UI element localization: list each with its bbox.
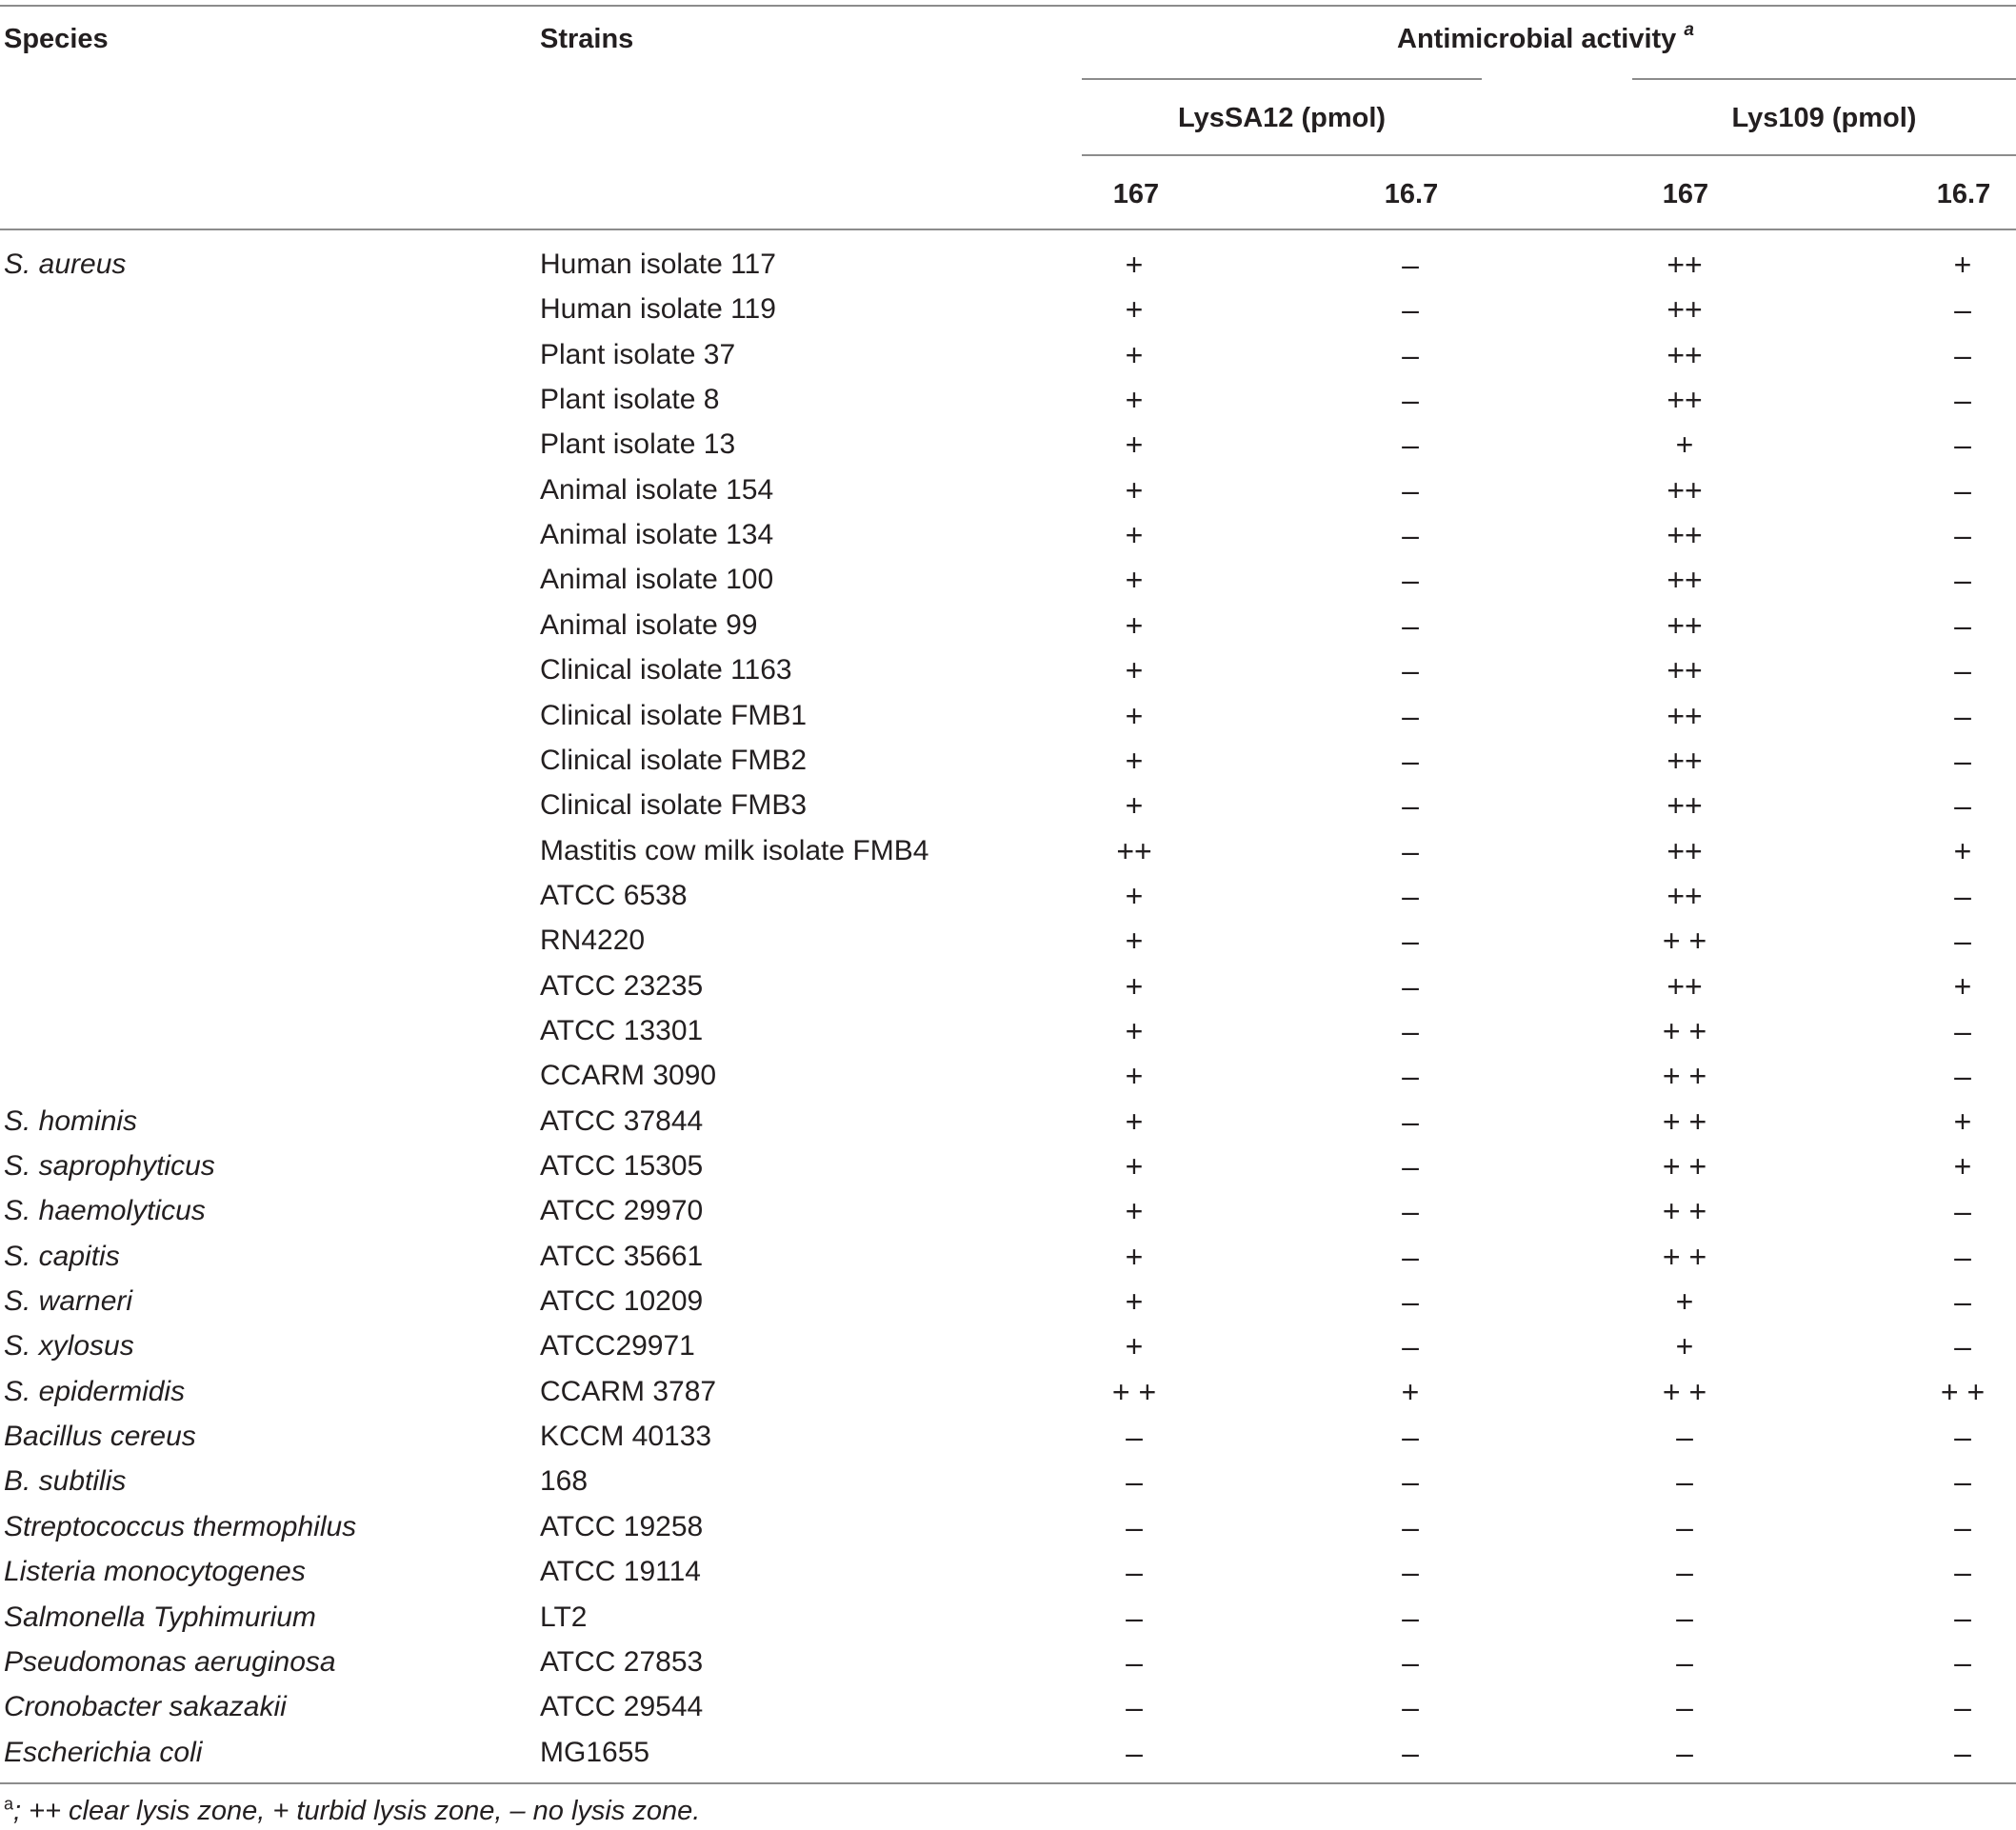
activity-cell: –: [1402, 1690, 1419, 1724]
header-dose-lys109-167: 167: [1662, 179, 1709, 209]
activity-cell: –: [1676, 1645, 1693, 1680]
species-cell: S. hominis: [4, 1105, 138, 1137]
activity-cell: +: [1953, 1149, 1972, 1184]
species-cell: S. epidermidis: [4, 1376, 186, 1407]
strain-cell: ATCC29971: [540, 1330, 695, 1362]
activity-cell: –: [1402, 1736, 1419, 1770]
activity-cell: +: [1953, 1104, 1972, 1139]
activity-cell: –: [1402, 248, 1419, 282]
strain-cell: Animal isolate 154: [540, 474, 774, 506]
strain-cell: Animal isolate 134: [540, 519, 774, 550]
activity-cell: –: [1954, 292, 1971, 327]
activity-cell: +: [1125, 428, 1144, 462]
activity-cell: –: [1954, 473, 1971, 507]
activity-cell: ++: [1667, 969, 1703, 1004]
sub-rule-doses: [1082, 154, 2016, 156]
activity-cell: –: [1402, 1014, 1419, 1048]
activity-cell: + +: [1662, 1014, 1707, 1048]
activity-cell: + +: [1662, 1059, 1707, 1093]
strain-cell: CCARM 3787: [540, 1376, 717, 1407]
activity-cell: –: [1954, 1284, 1971, 1319]
header-species: Species: [4, 24, 109, 54]
activity-cell: –: [1954, 1194, 1971, 1228]
activity-cell: –: [1954, 744, 1971, 778]
activity-cell: –: [1126, 1555, 1143, 1589]
activity-cell: –: [1954, 1510, 1971, 1544]
activity-cell: +: [1125, 338, 1144, 372]
activity-cell: +: [1953, 834, 1972, 868]
activity-cell: ++: [1667, 608, 1703, 643]
activity-cell: –: [1954, 1059, 1971, 1093]
activity-cell: –: [1676, 1690, 1693, 1724]
activity-cell: –: [1676, 1420, 1693, 1454]
strain-cell: LT2: [540, 1601, 588, 1633]
strain-cell: ATCC 19258: [540, 1511, 704, 1542]
activity-cell: –: [1126, 1645, 1143, 1680]
strain-cell: ATCC 23235: [540, 970, 704, 1002]
activity-cell: +: [1125, 653, 1144, 687]
strain-cell: Human isolate 119: [540, 293, 776, 325]
strain-cell: KCCM 40133: [540, 1421, 712, 1452]
activity-cell: +: [1125, 1059, 1144, 1093]
strain-cell: ATCC 27853: [540, 1646, 704, 1678]
activity-cell: –: [1954, 608, 1971, 643]
strain-cell: ATCC 10209: [540, 1285, 704, 1317]
activity-cell: –: [1402, 338, 1419, 372]
species-cell: Pseudomonas aeruginosa: [4, 1646, 336, 1678]
activity-cell: ++: [1667, 653, 1703, 687]
activity-cell: –: [1954, 1240, 1971, 1274]
activity-cell: –: [1126, 1464, 1143, 1499]
strain-cell: ATCC 29970: [540, 1195, 704, 1226]
activity-cell: –: [1676, 1464, 1693, 1499]
activity-cell: +: [1675, 1284, 1694, 1319]
activity-cell: –: [1402, 924, 1419, 958]
activity-cell: –: [1954, 1690, 1971, 1724]
activity-cell: ++: [1667, 292, 1703, 327]
activity-cell: –: [1954, 1601, 1971, 1635]
activity-cell: –: [1402, 1240, 1419, 1274]
strain-cell: MG1655: [540, 1737, 650, 1768]
strain-cell: Mastitis cow milk isolate FMB4: [540, 835, 929, 866]
activity-cell: +: [1675, 1329, 1694, 1363]
group-rule-lyssa12: [1082, 78, 1482, 80]
bottom-rule: [0, 1782, 2016, 1784]
species-cell: B. subtilis: [4, 1465, 127, 1497]
strain-cell: Clinical isolate FMB3: [540, 789, 808, 821]
activity-cell: –: [1676, 1736, 1693, 1770]
activity-cell: –: [1126, 1690, 1143, 1724]
activity-cell: –: [1402, 608, 1419, 643]
activity-cell: –: [1402, 563, 1419, 597]
activity-cell: + +: [1662, 1240, 1707, 1274]
activity-cell: –: [1126, 1420, 1143, 1454]
activity-cell: +: [1125, 699, 1144, 733]
species-cell: Streptococcus thermophilus: [4, 1511, 357, 1542]
activity-cell: +: [1401, 1375, 1420, 1409]
activity-cell: ++: [1667, 473, 1703, 507]
activity-cell: –: [1126, 1736, 1143, 1770]
activity-cell: + +: [1111, 1375, 1157, 1409]
activity-cell: –: [1402, 879, 1419, 913]
top-rule: [0, 5, 2016, 7]
activity-cell: ++: [1667, 788, 1703, 823]
strain-cell: Animal isolate 99: [540, 609, 758, 641]
activity-cell: +: [1125, 924, 1144, 958]
activity-cell: –: [1402, 1104, 1419, 1139]
activity-cell: ++: [1667, 383, 1703, 417]
activity-cell: –: [1402, 969, 1419, 1004]
strain-cell: Plant isolate 8: [540, 384, 720, 415]
header-activity-label: Antimicrobial activity: [1397, 24, 1677, 54]
species-cell: Escherichia coli: [4, 1737, 203, 1768]
activity-cell: + +: [1940, 1375, 1986, 1409]
species-cell: Listeria monocytogenes: [4, 1556, 306, 1587]
activity-cell: +: [1125, 1104, 1144, 1139]
activity-cell: –: [1402, 1194, 1419, 1228]
activity-cell: +: [1125, 383, 1144, 417]
species-cell: S. xylosus: [4, 1330, 134, 1362]
activity-cell: ++: [1667, 879, 1703, 913]
activity-cell: –: [1402, 1329, 1419, 1363]
header-group-lyssa12: LysSA12 (pmol): [1177, 103, 1387, 133]
activity-cell: –: [1954, 1464, 1971, 1499]
strain-cell: Plant isolate 37: [540, 339, 736, 370]
activity-cell: +: [1125, 788, 1144, 823]
activity-cell: + +: [1662, 1104, 1707, 1139]
activity-cell: –: [1402, 1464, 1419, 1499]
activity-cell: –: [1954, 699, 1971, 733]
activity-cell: –: [1954, 428, 1971, 462]
activity-cell: –: [1402, 1555, 1419, 1589]
group-rule-lys109: [1632, 78, 2016, 80]
activity-cell: +: [1125, 1240, 1144, 1274]
activity-cell: –: [1402, 292, 1419, 327]
activity-cell: –: [1402, 788, 1419, 823]
table-footnote: [4, 1793, 700, 1829]
activity-cell: +: [1125, 473, 1144, 507]
activity-cell: ++: [1667, 338, 1703, 372]
activity-cell: +: [1675, 428, 1694, 462]
species-cell: Bacillus cereus: [4, 1421, 196, 1452]
strain-cell: ATCC 37844: [540, 1105, 704, 1137]
strain-cell: Clinical isolate FMB1: [540, 700, 808, 731]
strain-cell: RN4220: [540, 925, 646, 956]
header-dose-lys109-16-7: 16.7: [1936, 179, 1991, 209]
activity-cell: +: [1125, 563, 1144, 597]
activity-cell: –: [1954, 1645, 1971, 1680]
activity-cell: +: [1125, 1149, 1144, 1184]
activity-cell: +: [1125, 518, 1144, 552]
header-group-lys109: Lys109 (pmol): [1731, 103, 1917, 133]
activity-cell: –: [1954, 1736, 1971, 1770]
strain-cell: ATCC 6538: [540, 880, 688, 911]
activity-cell: –: [1402, 473, 1419, 507]
species-cell: S. aureus: [4, 249, 127, 280]
activity-cell: ++: [1116, 834, 1152, 868]
footnote-marker-superscript: a: [4, 1794, 14, 1814]
header-dose-lyssa12-16-7: 16.7: [1384, 179, 1439, 209]
species-cell: S. warneri: [4, 1285, 133, 1317]
strain-cell: ATCC 19114: [540, 1556, 701, 1587]
activity-cell: ++: [1667, 518, 1703, 552]
footnote-marker: a: [1684, 20, 1694, 41]
activity-cell: ++: [1667, 834, 1703, 868]
activity-cell: ++: [1667, 563, 1703, 597]
species-cell: S. saprophyticus: [4, 1150, 215, 1182]
activity-cell: +: [1953, 969, 1972, 1004]
activity-cell: –: [1402, 1645, 1419, 1680]
strain-cell: ATCC 15305: [540, 1150, 704, 1182]
strain-cell: Plant isolate 13: [540, 428, 736, 460]
strain-cell: ATCC 29544: [540, 1691, 704, 1722]
activity-cell: + +: [1662, 924, 1707, 958]
activity-cell: +: [1125, 879, 1144, 913]
activity-cell: –: [1954, 653, 1971, 687]
activity-cell: +: [1125, 248, 1144, 282]
activity-cell: ++: [1667, 744, 1703, 778]
activity-cell: –: [1954, 1420, 1971, 1454]
activity-cell: –: [1954, 788, 1971, 823]
activity-cell: +: [1125, 292, 1144, 327]
strain-cell: ATCC 13301: [540, 1015, 704, 1046]
activity-cell: + +: [1662, 1194, 1707, 1228]
activity-cell: –: [1954, 563, 1971, 597]
strain-cell: 168: [540, 1465, 589, 1497]
activity-cell: –: [1676, 1510, 1693, 1544]
activity-cell: –: [1402, 428, 1419, 462]
activity-cell: +: [1125, 1014, 1144, 1048]
activity-cell: –: [1954, 1555, 1971, 1589]
header-strains: Strains: [540, 24, 634, 54]
activity-cell: –: [1402, 1601, 1419, 1635]
activity-cell: –: [1402, 1059, 1419, 1093]
activity-cell: –: [1402, 699, 1419, 733]
activity-cell: –: [1402, 383, 1419, 417]
activity-cell: –: [1402, 1284, 1419, 1319]
activity-cell: + +: [1662, 1149, 1707, 1184]
species-cell: S. capitis: [4, 1241, 120, 1272]
strain-cell: ATCC 35661: [540, 1241, 704, 1272]
strain-cell: Human isolate 117: [540, 249, 776, 280]
activity-cell: +: [1125, 1329, 1144, 1363]
strain-cell: Clinical isolate 1163: [540, 654, 792, 686]
activity-cell: –: [1126, 1510, 1143, 1544]
header-bottom-rule: [0, 229, 2016, 230]
strain-cell: Clinical isolate FMB2: [540, 745, 808, 776]
species-cell: Salmonella Typhimurium: [4, 1601, 316, 1633]
activity-cell: –: [1954, 383, 1971, 417]
species-cell: S. haemolyticus: [4, 1195, 206, 1226]
activity-cell: –: [1402, 1510, 1419, 1544]
activity-cell: +: [1125, 608, 1144, 643]
activity-cell: –: [1954, 518, 1971, 552]
header-antimicrobial-activity: [1397, 20, 1694, 58]
species-cell: Cronobacter sakazakii: [4, 1691, 287, 1722]
strain-cell: Animal isolate 100: [540, 564, 774, 595]
activity-cell: –: [1402, 744, 1419, 778]
activity-cell: + +: [1662, 1375, 1707, 1409]
activity-cell: –: [1954, 879, 1971, 913]
activity-cell: +: [1125, 1194, 1144, 1228]
activity-cell: –: [1402, 518, 1419, 552]
activity-cell: –: [1954, 338, 1971, 372]
strain-cell: CCARM 3090: [540, 1060, 717, 1091]
activity-cell: –: [1402, 653, 1419, 687]
footnote-text: ; ++ clear lysis zone, + turbid lysis zone, – no lysis zone.: [13, 1796, 701, 1826]
activity-cell: –: [1954, 1329, 1971, 1363]
activity-cell: +: [1953, 248, 1972, 282]
activity-cell: –: [1676, 1601, 1693, 1635]
activity-cell: –: [1676, 1555, 1693, 1589]
header-dose-lyssa12-167: 167: [1112, 179, 1160, 209]
activity-cell: –: [1126, 1601, 1143, 1635]
activity-cell: +: [1125, 969, 1144, 1004]
activity-cell: –: [1402, 834, 1419, 868]
activity-cell: –: [1954, 924, 1971, 958]
activity-cell: ++: [1667, 248, 1703, 282]
activity-cell: +: [1125, 1284, 1144, 1319]
activity-cell: –: [1402, 1149, 1419, 1184]
activity-cell: –: [1402, 1420, 1419, 1454]
activity-cell: –: [1954, 1014, 1971, 1048]
activity-cell: +: [1125, 744, 1144, 778]
activity-cell: ++: [1667, 699, 1703, 733]
